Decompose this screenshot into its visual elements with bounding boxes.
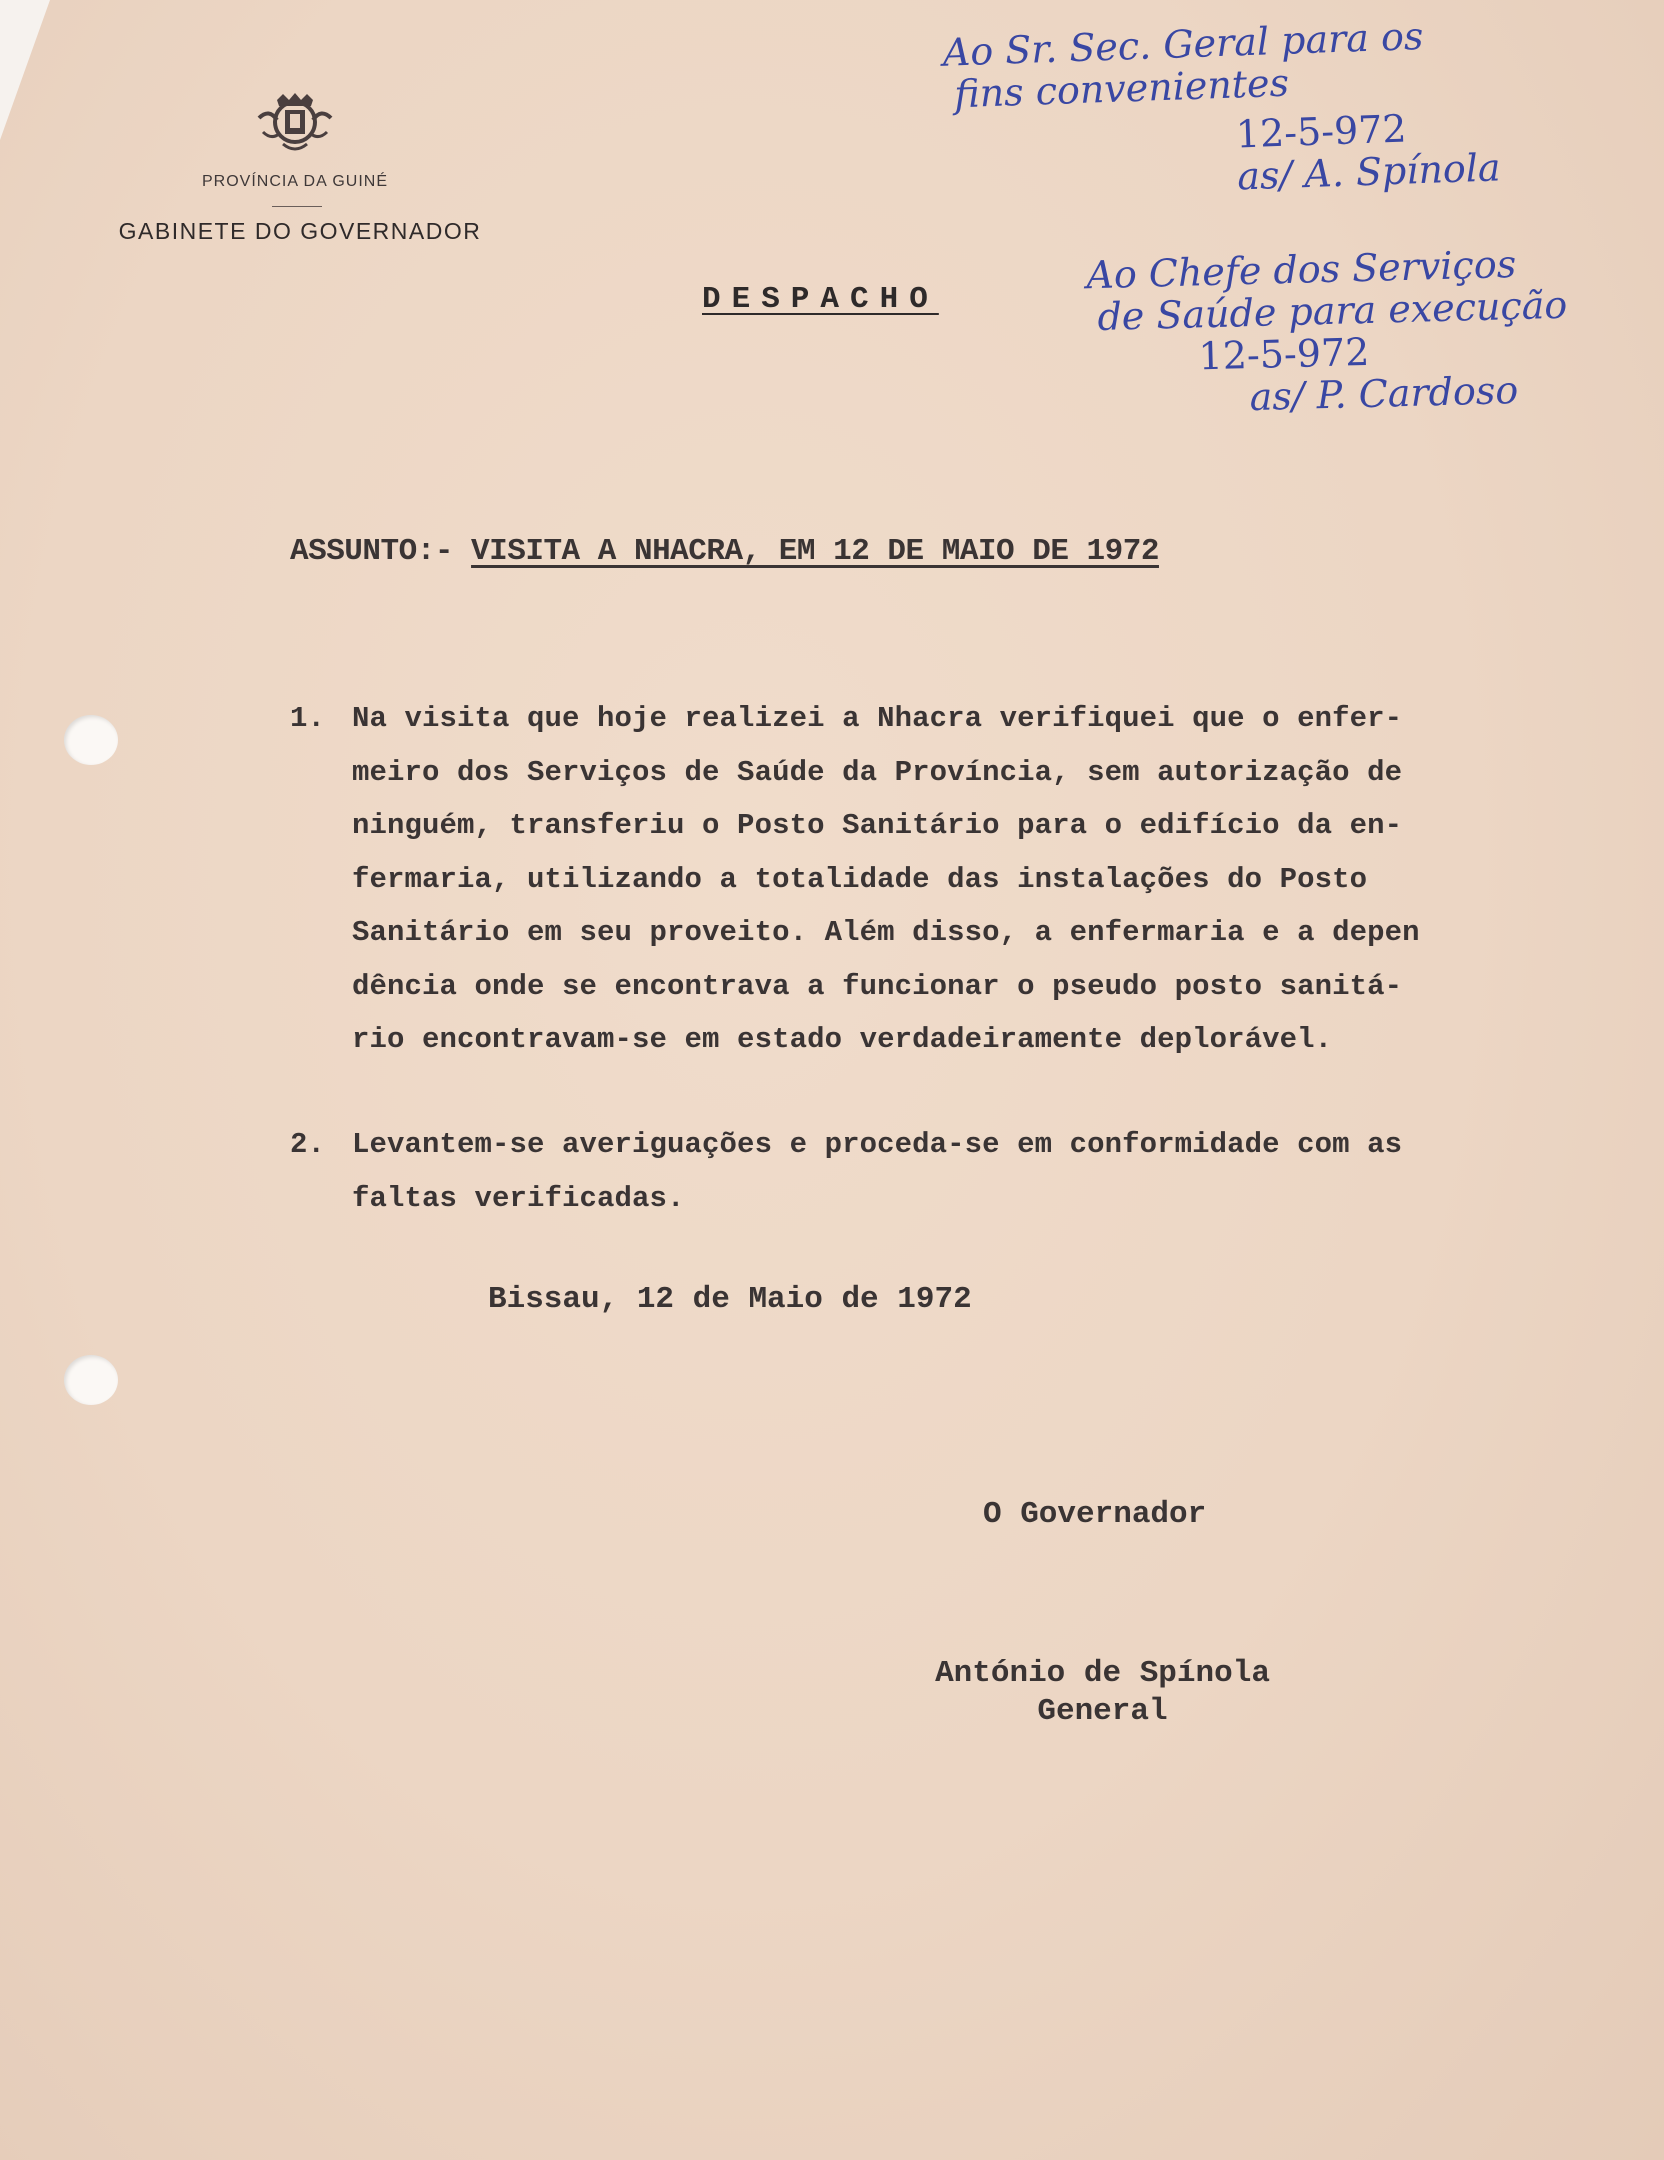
folded-corner <box>0 0 50 140</box>
handwritten-note-signature: as/ P. Cardoso <box>1249 368 1519 420</box>
signatory-name: António de Spínola <box>935 1656 1270 1691</box>
punch-hole-top <box>64 715 118 765</box>
signatory-rank: General <box>1037 1694 1168 1729</box>
handwritten-note-date: 12-5-972 <box>1198 329 1370 379</box>
coat-of-arms-icon <box>255 92 335 154</box>
handwritten-note-governor <box>942 12 1501 207</box>
letterhead-province: PROVÍNCIA DA GUINÉ <box>201 173 389 190</box>
paragraph-line: Levantem-se averiguações e proceda-se em conformidade com as <box>352 1128 1403 1161</box>
handwritten-note-line: de Saúde para execução <box>1096 282 1568 340</box>
paragraph-line: ninguém, transferiu o Posto Sanitário para o edifício da en- <box>352 809 1403 842</box>
paragraph-number: 1. <box>290 702 326 735</box>
paragraph-number: 2. <box>290 1128 326 1161</box>
handwritten-note-signature: as/ A. Spínola <box>1236 145 1502 199</box>
handwritten-note-secretary <box>1086 242 1570 423</box>
punch-hole-bottom <box>64 1355 118 1405</box>
handwritten-note-line: fins convenientes <box>953 60 1290 117</box>
subject-line <box>290 534 1159 569</box>
paragraph-line: Na visita que hoje realizei a Nhacra verifiquei que o enfer- <box>352 702 1403 735</box>
signatory-title: O Governador <box>983 1497 1207 1532</box>
paragraph-line: fermaria, utilizando a totalidade das instalações do Posto <box>352 862 1368 896</box>
handwritten-note-line: Ao Chefe dos Serviços <box>1085 242 1517 298</box>
paragraph-line: rio encontravam-se em estado verdadeiramente deplorável. <box>352 1023 1333 1056</box>
letterhead-office: GABINETE DO GOVERNADOR <box>118 218 482 244</box>
paragraph-line: dência onde se encontrava a funcionar o pseudo posto sanitá- <box>352 969 1403 1003</box>
paragraph-line: faltas verificadas. <box>352 1181 685 1215</box>
handwritten-note-date: 12-5-972 <box>1235 106 1408 157</box>
subject-label: ASSUNTO:- <box>290 534 453 569</box>
document-title: DESPACHO <box>702 282 939 317</box>
place-date: Bissau, 12 de Maio de 1972 <box>488 1282 972 1317</box>
subject-value: VISITA A NHACRA, EM 12 DE MAIO DE 1972 <box>471 534 1159 569</box>
handwritten-note-line: Ao Sr. Sec. Geral para os <box>942 13 1425 75</box>
paragraph-line: meiro dos Serviços de Saúde da Província, sem autorização de <box>352 755 1403 789</box>
paragraph-line: Sanitário em seu proveito. Além disso, a enfermaria e a depen <box>352 916 1420 949</box>
paragraph-text <box>352 692 1652 1067</box>
letterhead-divider <box>272 206 322 207</box>
paragraph-text <box>352 1118 1652 1225</box>
signature-block <box>925 1655 1280 1731</box>
